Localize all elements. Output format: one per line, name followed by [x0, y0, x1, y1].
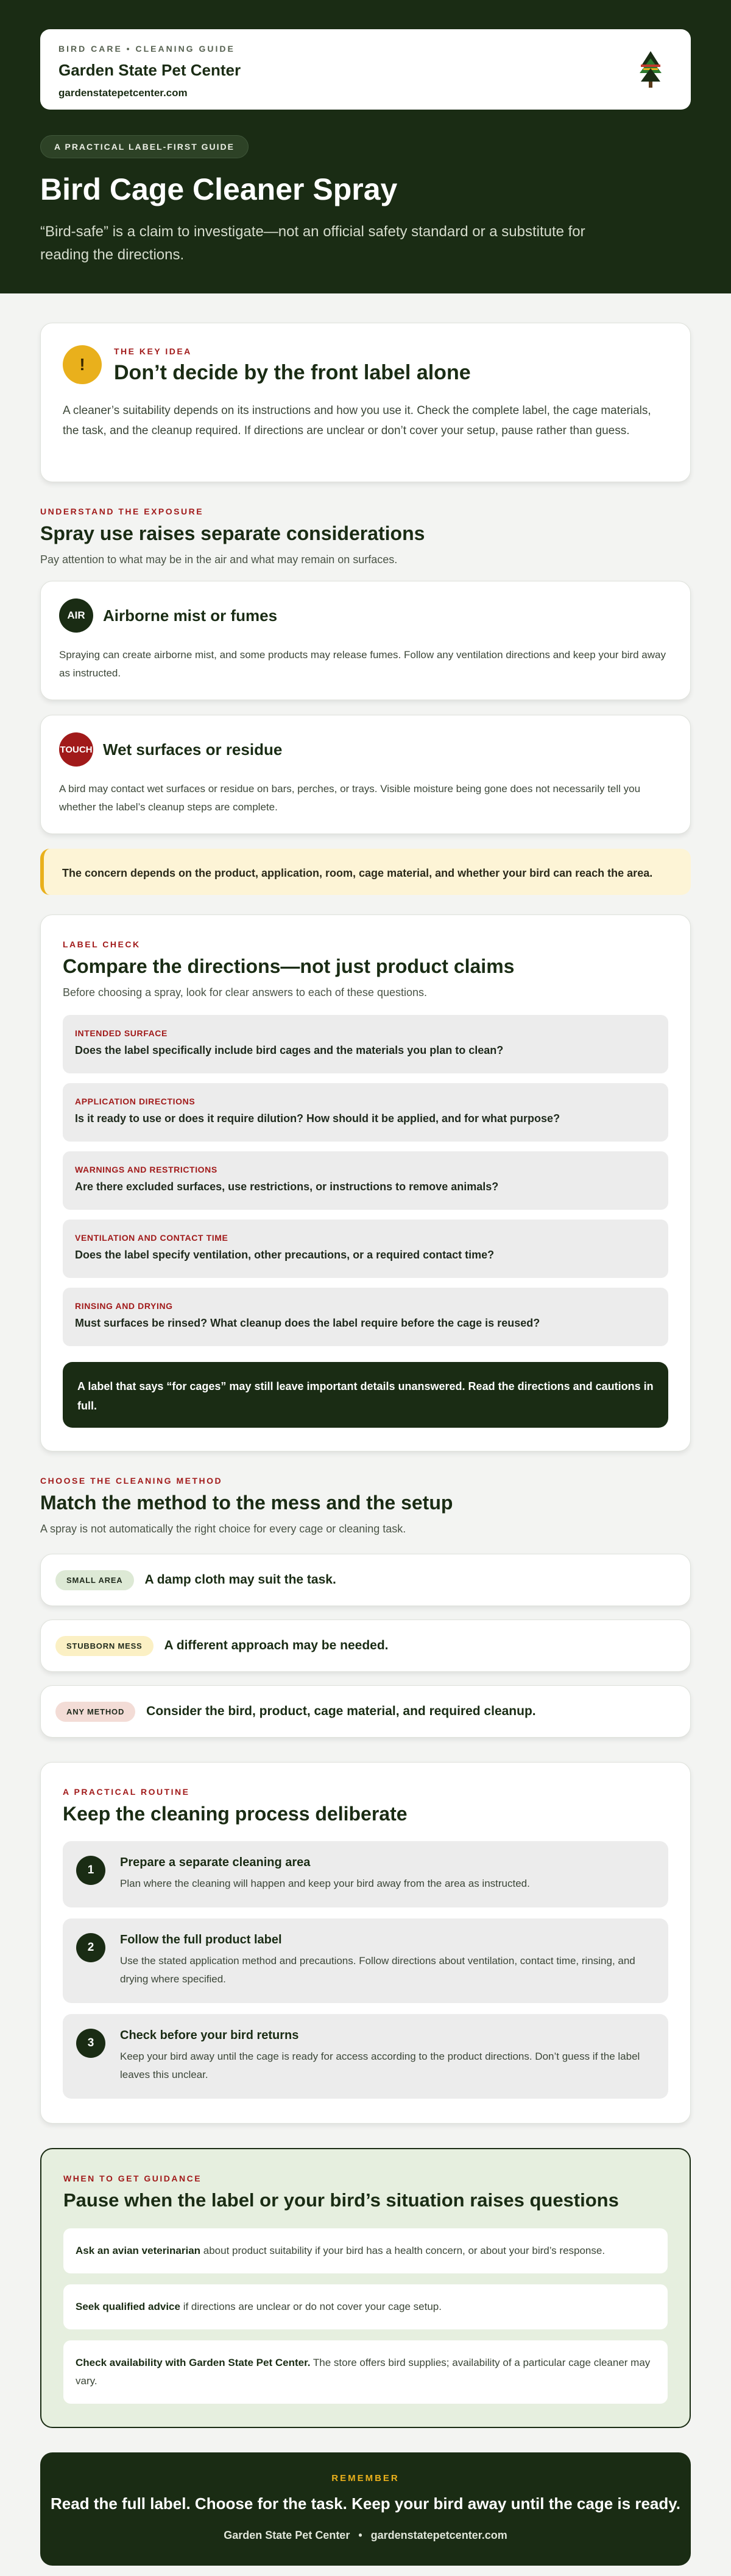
remember-eyebrow: REMEMBER	[331, 2473, 400, 2483]
page-subtitle: “Bird-safe” is a claim to investigate—not an official safety standard or a substitute for reading the directions.	[40, 223, 585, 263]
brand-card	[40, 29, 691, 110]
label-check-title: Compare the directions—not just product claims	[63, 955, 515, 977]
label-check-card	[40, 914, 691, 1451]
warning-icon: !	[63, 345, 102, 384]
exposure-card-title: Airborne mist or fumes	[103, 606, 278, 625]
store-url[interactable]: gardenstatepetcenter.com	[58, 87, 188, 99]
exposure-card-touch	[40, 715, 691, 834]
exposure-card-body: A bird may contact wet surfaces or residue on bars, perches, or trays. Visible moisture being gone does not necessarily tell you whether the label’s cleanup steps are complete.	[59, 783, 641, 813]
question-label: VENTILATION AND CONTACT TIME	[75, 1233, 228, 1243]
exposure-card-air	[40, 581, 691, 700]
method-row	[40, 1620, 691, 1672]
key-idea-title: Don’t decide by the front label alone	[114, 361, 471, 384]
question-item	[63, 1220, 668, 1278]
label-check-callout: A label that says “for cages” may still leave important details unanswered. Read the directions and cautions in full.	[63, 1362, 668, 1428]
pine-tree-logo-icon	[637, 50, 664, 89]
routine-title: Keep the cleaning process deliberate	[63, 1803, 408, 1825]
label-check-subtitle: Before choosing a spray, look for clear answers to each of these questions.	[63, 986, 427, 998]
guidance-card	[40, 2148, 691, 2428]
question-label: APPLICATION DIRECTIONS	[75, 1097, 196, 1106]
exposure-section	[40, 507, 691, 895]
hero-header	[0, 0, 731, 293]
question-text: Must surfaces be rinsed? What cleanup does the label require before the cage is reused?	[75, 1317, 540, 1329]
guidance-eyebrow: WHEN TO GET GUIDANCE	[63, 2174, 202, 2183]
guidance-text: if directions are unclear or do not cover your cage setup.	[180, 2301, 442, 2312]
exposure-title: Spray use raises separate considerations	[40, 522, 425, 544]
remember-footer	[40, 2529, 691, 2542]
question-text: Is it ready to use or does it require dilution? How should it be applied, and for what purpose?	[75, 1112, 560, 1125]
remember-banner	[40, 2452, 691, 2566]
question-text: Are there excluded surfaces, use restrictions, or instructions to remove animals?	[75, 1181, 499, 1193]
guidance-lead: Seek qualified advice	[76, 2301, 180, 2312]
key-idea-eyebrow: THE KEY IDEA	[114, 346, 192, 356]
brand-eyebrow: BIRD CARE • CLEANING GUIDE	[58, 44, 235, 54]
method-text: A damp cloth may suit the task.	[144, 1573, 336, 1587]
method-row	[40, 1685, 691, 1738]
guidance-title: Pause when the label or your bird’s situation raises questions	[63, 2189, 619, 2211]
main-content	[0, 293, 731, 2566]
method-subtitle: A spray is not automatically the right choice for every cage or cleaning task.	[40, 1523, 406, 1535]
routine-step	[63, 1918, 668, 2003]
remember-title: Read the full label. Choose for the task. Keep your bird away until the cage is ready.	[51, 2494, 680, 2513]
exposure-eyebrow: UNDERSTAND THE EXPOSURE	[40, 507, 204, 516]
question-item	[63, 1151, 668, 1210]
key-idea-card	[40, 323, 691, 482]
step-text: Plan where the cleaning will happen and keep your bird away from the area as instructed.	[120, 1878, 530, 1889]
exposure-note: The concern depends on the product, application, room, cage material, and whether your bird can reach the area.	[40, 849, 691, 895]
question-item	[63, 1015, 668, 1073]
touch-badge-icon: TOUCH	[59, 732, 93, 767]
question-text: Does the label specify ventilation, other precautions, or a required contact time?	[75, 1249, 495, 1261]
page-title: Bird Cage Cleaner Spray	[40, 172, 398, 206]
air-badge-icon: AIR	[59, 598, 93, 633]
method-eyebrow: CHOOSE THE CLEANING METHOD	[40, 1476, 223, 1486]
method-pill: SMALL AREA	[55, 1570, 134, 1590]
method-row	[40, 1554, 691, 1606]
exposure-card-title: Wet surfaces or residue	[103, 740, 283, 759]
method-pill: ANY METHOD	[55, 1702, 135, 1722]
method-text: Consider the bird, product, cage material, and required cleanup.	[146, 1704, 536, 1718]
guidance-text: about product suitability if your bird has a health concern, or about your bird’s response.	[200, 2245, 606, 2256]
question-item	[63, 1288, 668, 1346]
routine-step	[63, 2014, 668, 2099]
question-item	[63, 1083, 668, 1142]
method-pill: STUBBORN MESS	[55, 1636, 154, 1656]
question-text: Does the label specifically include bird cages and the materials you plan to clean?	[75, 1044, 504, 1056]
step-title: Follow the full product label	[120, 1933, 282, 1946]
method-section	[40, 1476, 691, 1738]
question-list	[63, 1015, 668, 1346]
exposure-card-body: Spraying can create airborne mist, and some products may release fumes. Follow any ventilation directions and keep your bird away as instructed.	[59, 649, 666, 679]
step-title: Check before your bird returns	[120, 2029, 299, 2042]
routine-eyebrow: A PRACTICAL ROUTINE	[63, 1787, 190, 1797]
step-title: Prepare a separate cleaning area	[120, 1856, 311, 1869]
store-name: Garden State Pet Center	[58, 61, 241, 79]
question-label: INTENDED SURFACE	[75, 1028, 168, 1038]
step-text: Keep your bird away until the cage is ready for access according to the product directions. Don’t guess if the label leaves this unclear.	[120, 2051, 640, 2080]
footer-store-name: Garden State Pet Center	[224, 2529, 350, 2541]
guidance-item	[63, 2228, 668, 2273]
routine-step	[63, 1841, 668, 1907]
step-number: 3	[76, 2029, 105, 2058]
exposure-subtitle: Pay attention to what may be in the air and what may remain on surfaces.	[40, 553, 398, 566]
guidance-item	[63, 2284, 668, 2329]
guidance-item	[63, 2340, 668, 2404]
question-label: WARNINGS AND RESTRICTIONS	[75, 1165, 217, 1174]
footer-separator: •	[358, 2529, 362, 2541]
key-idea-body: A cleaner’s suitability depends on its instructions and how you use it. Check the complete label, the cage materials, the task, and the cleanup required. If directions are unclear or don’t cover your setup, pause rather than guess.	[63, 404, 651, 437]
guide-pill: A PRACTICAL LABEL-FIRST GUIDE	[40, 135, 249, 158]
method-title: Match the method to the mess and the setup	[40, 1492, 453, 1514]
step-number: 2	[76, 1933, 105, 1962]
guidance-text: The store offers bird supplies; availability of a particular cage cleaner may vary.	[76, 2357, 651, 2387]
question-label: RINSING AND DRYING	[75, 1301, 173, 1311]
footer-url[interactable]: gardenstatepetcenter.com	[370, 2529, 507, 2541]
routine-card	[40, 1762, 691, 2124]
step-number: 1	[76, 1856, 105, 1885]
step-text: Use the stated application method and precautions. Follow directions about ventilation, contact time, rinsing, and drying where specified.	[120, 1955, 635, 1985]
label-check-eyebrow: LABEL CHECK	[63, 939, 141, 949]
method-text: A different approach may be needed.	[164, 1638, 389, 1652]
guidance-lead: Check availability with Garden State Pet Center.	[76, 2357, 311, 2368]
guidance-lead: Ask an avian veterinarian	[76, 2245, 201, 2256]
